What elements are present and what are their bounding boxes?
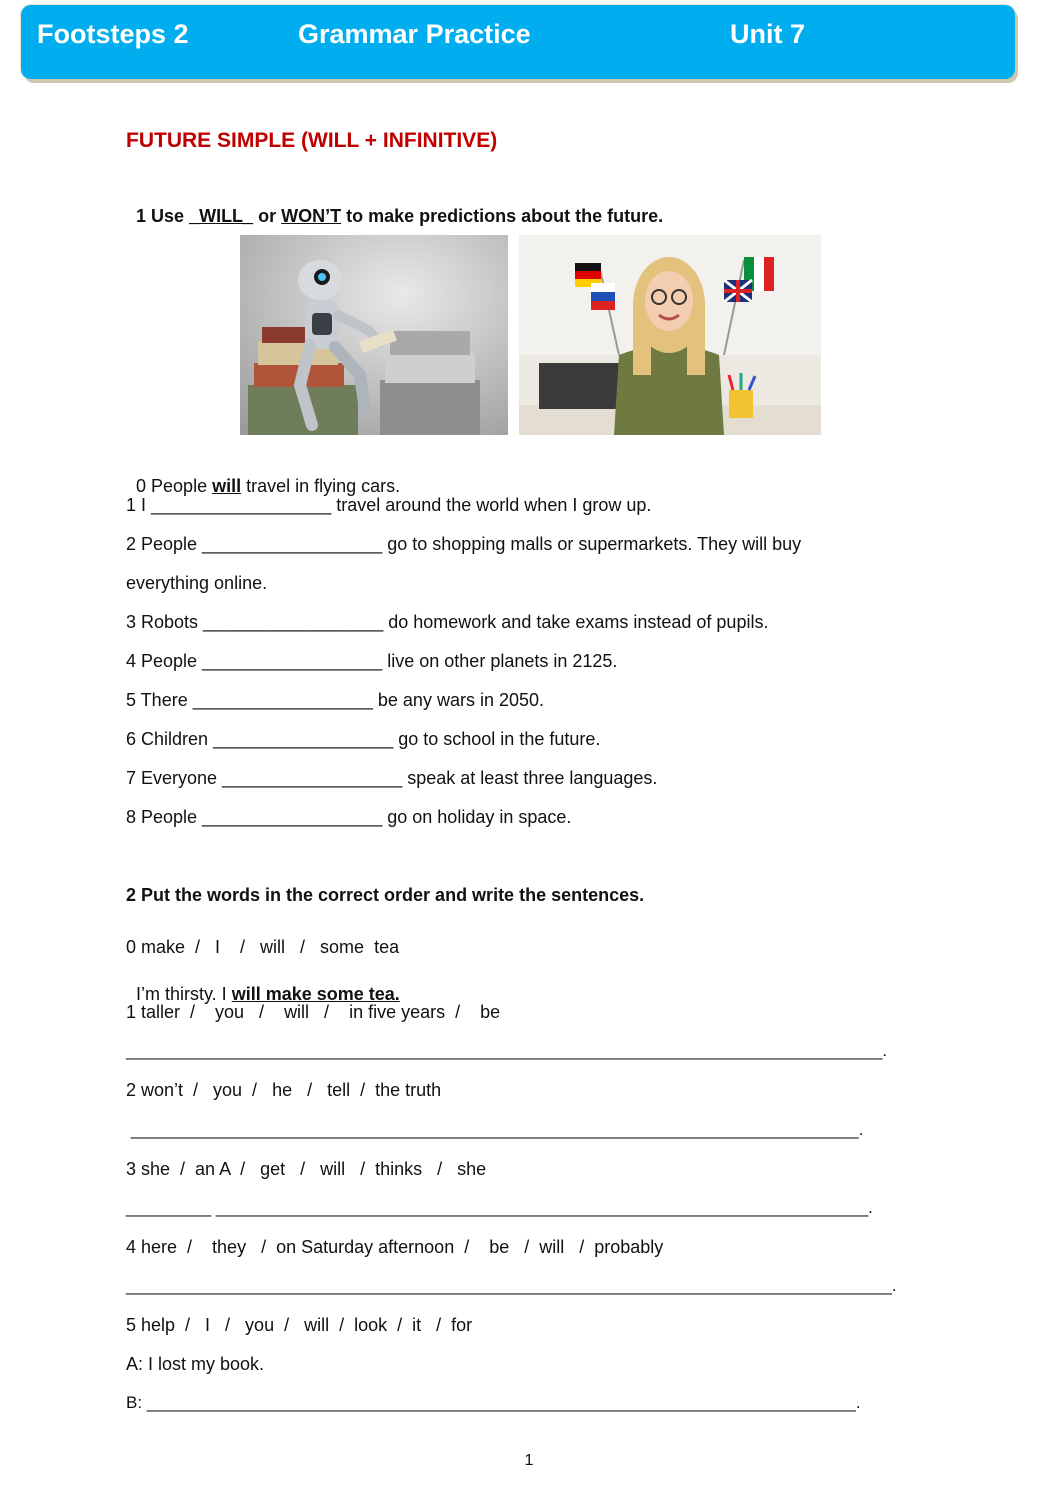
girl-with-flags-image <box>519 235 821 435</box>
header-banner <box>21 5 1015 79</box>
book-title: Footsteps 2 <box>37 19 189 49</box>
ex2-example-answer: I’m thirsty. I will make some tea. <box>136 984 400 1004</box>
ex2-question-2: 2 won’t / you / he / tell / the truth <box>126 1080 442 1100</box>
ex1-item-4: 4 People __________________ live on other planets in 2125. <box>126 651 618 671</box>
ex2-question-4: 4 here / they / on Saturday afternoon / be / will / probably <box>126 1237 664 1257</box>
ex2-dialogue-a: A: I lost my book. <box>126 1354 265 1374</box>
ex1-item-5: 5 There __________________ be any wars in 2050. <box>126 690 545 710</box>
ex2-answer-line-4[interactable]: _________________________________________________________________________________. <box>126 1276 897 1295</box>
ex1-item-2: 2 People __________________ go to shopping malls or supermarkets. They will buy <box>126 534 802 554</box>
ex1-item-8: 8 People __________________ go on holiday in space. <box>126 807 572 827</box>
ex1-item-2-cont: everything online. <box>126 573 268 593</box>
ex2-question-5: 5 help / I / you / will / look / it / for <box>126 1315 473 1335</box>
ex2-answer-line-1[interactable]: ________________________________________________________________________________. <box>126 1041 888 1060</box>
ex1-example: 0 People will travel in flying cars. <box>136 476 401 496</box>
page-title: FUTURE SIMPLE (WILL + INFINITIVE) <box>126 129 498 152</box>
ex2-answer-line-3[interactable]: _________ _____________________________________________________________________. <box>126 1198 873 1217</box>
ex1-item-7: 7 Everyone __________________ speak at least three languages. <box>126 768 658 788</box>
ex2-question-3: 3 she / an A / get / will / thinks / she <box>126 1159 487 1179</box>
ex2-question-1: 1 taller / you / will / in five years / be <box>126 1002 501 1022</box>
robot-reading-image <box>240 235 508 435</box>
ex1-item-1: 1 I __________________ travel around the world when I grow up. <box>126 495 652 515</box>
ex1-item-6: 6 Children __________________ go to school in the future. <box>126 729 601 749</box>
section-title: Grammar Practice <box>298 19 531 49</box>
ex2-answer-line-2[interactable]: _____________________________________________________________________________. <box>126 1120 864 1139</box>
ex1-instruction: 1 Use _WILL_ or WON’T to make predictions about the future. <box>136 206 664 226</box>
ex1-item-3: 3 Robots __________________ do homework and take exams instead of pupils. <box>126 612 769 632</box>
page-number: 1 <box>524 1452 534 1469</box>
ex2-answer-line-5[interactable]: B: ___________________________________________________________________________. <box>126 1393 861 1412</box>
ex2-example-words: 0 make / I / will / some tea <box>126 937 400 957</box>
unit-label: Unit 7 <box>730 19 806 49</box>
ex2-instruction: 2 Put the words in the correct order and write the sentences. <box>126 885 645 905</box>
